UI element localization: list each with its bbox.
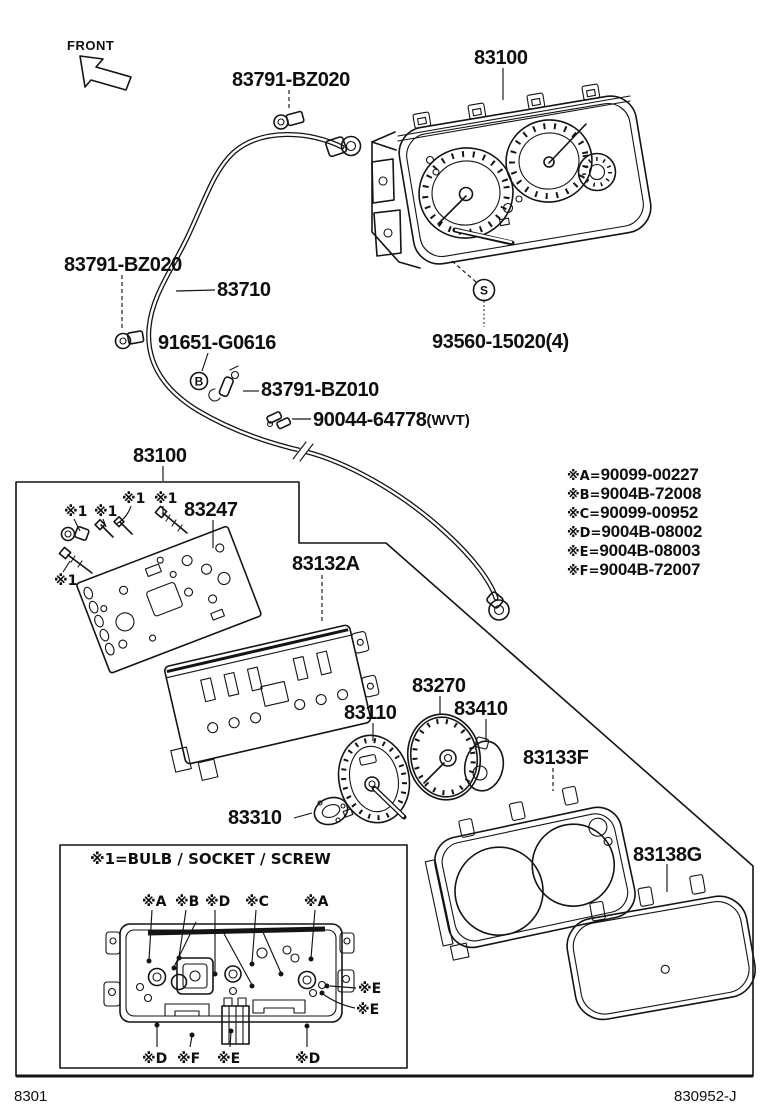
circled-s-label: S	[479, 283, 489, 298]
tachometer-part-drawing	[401, 708, 487, 805]
combination-meter-assembly-drawing	[372, 84, 655, 282]
wvt-clip	[266, 411, 291, 429]
screw-3	[155, 506, 187, 533]
callout-receiver-gauge: 83410	[454, 698, 508, 720]
bulb-note: ※1=BULB / SOCKET / SCREW	[90, 850, 331, 868]
legend-row-e: ※E=9004B-08003	[567, 541, 701, 560]
callout-meter-glass: 83138G	[633, 844, 702, 866]
marker-a-1: ※A	[142, 894, 167, 910]
bulb-socket-screw-box	[60, 845, 407, 1068]
legend-row-a: ※A=90099-00227	[567, 465, 699, 484]
callout-clamp-left: 83791-BZ020	[64, 254, 182, 276]
marker-a-2: ※A	[304, 894, 329, 910]
marker-c-1: ※C	[245, 894, 269, 910]
marker-d-2: ※D	[142, 1051, 168, 1067]
callout-tachometer: 83270	[412, 675, 466, 697]
marker-e-1: ※E	[358, 981, 382, 997]
legend-row-d: ※D=9004B-08002	[567, 522, 703, 541]
callout-knob: 83310	[228, 807, 282, 829]
marker-1a: ※1	[64, 504, 88, 520]
knob-part-drawing	[311, 793, 353, 829]
callout-screw-set: 93560-15020(4)	[432, 331, 569, 353]
marker-1c: ※1	[122, 491, 146, 507]
marker-1e: ※1	[54, 573, 78, 589]
cable-clamp-left	[116, 331, 144, 349]
callout-main-assembly-top: 83100	[474, 47, 528, 69]
legend-row-b: ※B=9004B-72008	[567, 484, 702, 503]
drawing-code: 830952-J	[674, 1088, 737, 1105]
callout-speedometer-cable: 83710	[217, 279, 271, 301]
marker-1d: ※1	[154, 491, 178, 507]
marker-d-1: ※D	[205, 894, 231, 910]
front-label: FRONT	[67, 38, 115, 53]
marker-1b: ※1	[94, 504, 118, 520]
receiver-gauge-part-drawing	[460, 737, 508, 795]
marker-e-3: ※E	[217, 1051, 241, 1067]
circled-b-callout	[191, 373, 208, 390]
figure-number: 8301	[14, 1088, 48, 1105]
callout-speedometer: 83110	[344, 702, 397, 724]
marker-d-3: ※D	[295, 1051, 321, 1067]
callout-clamp-top: 83791-BZ020	[232, 69, 350, 91]
circled-b-label: B	[194, 374, 204, 389]
circled-s-callout	[474, 280, 495, 328]
meter-glass-drawing	[559, 868, 760, 1024]
marker-f-1: ※F	[177, 1051, 201, 1067]
marker-b-1: ※B	[175, 894, 200, 910]
callout-plate: 83247	[184, 499, 238, 521]
callout-meter-case: 83133F	[523, 747, 589, 769]
callout-wvt-clip: 90044-64778(WVT)	[313, 409, 470, 431]
front-direction-arrow	[80, 56, 131, 90]
marker-e-2: ※E	[356, 1002, 380, 1018]
callout-clamp-lower: 83791-BZ010	[261, 379, 379, 401]
screw-legend	[567, 465, 702, 579]
cable-clamp-mid	[209, 366, 239, 401]
callout-sub-case: 83132A	[292, 553, 360, 575]
cable-clamp-top	[274, 111, 304, 129]
legend-row-c: ※C=90099-00952	[567, 503, 699, 522]
callout-clamp-mid: 91651-G0616	[158, 332, 276, 354]
meter-case-drawing	[416, 778, 641, 961]
callout-main-assembly-box: 83100	[133, 445, 187, 467]
legend-row-f: ※F=9004B-72007	[567, 560, 701, 579]
